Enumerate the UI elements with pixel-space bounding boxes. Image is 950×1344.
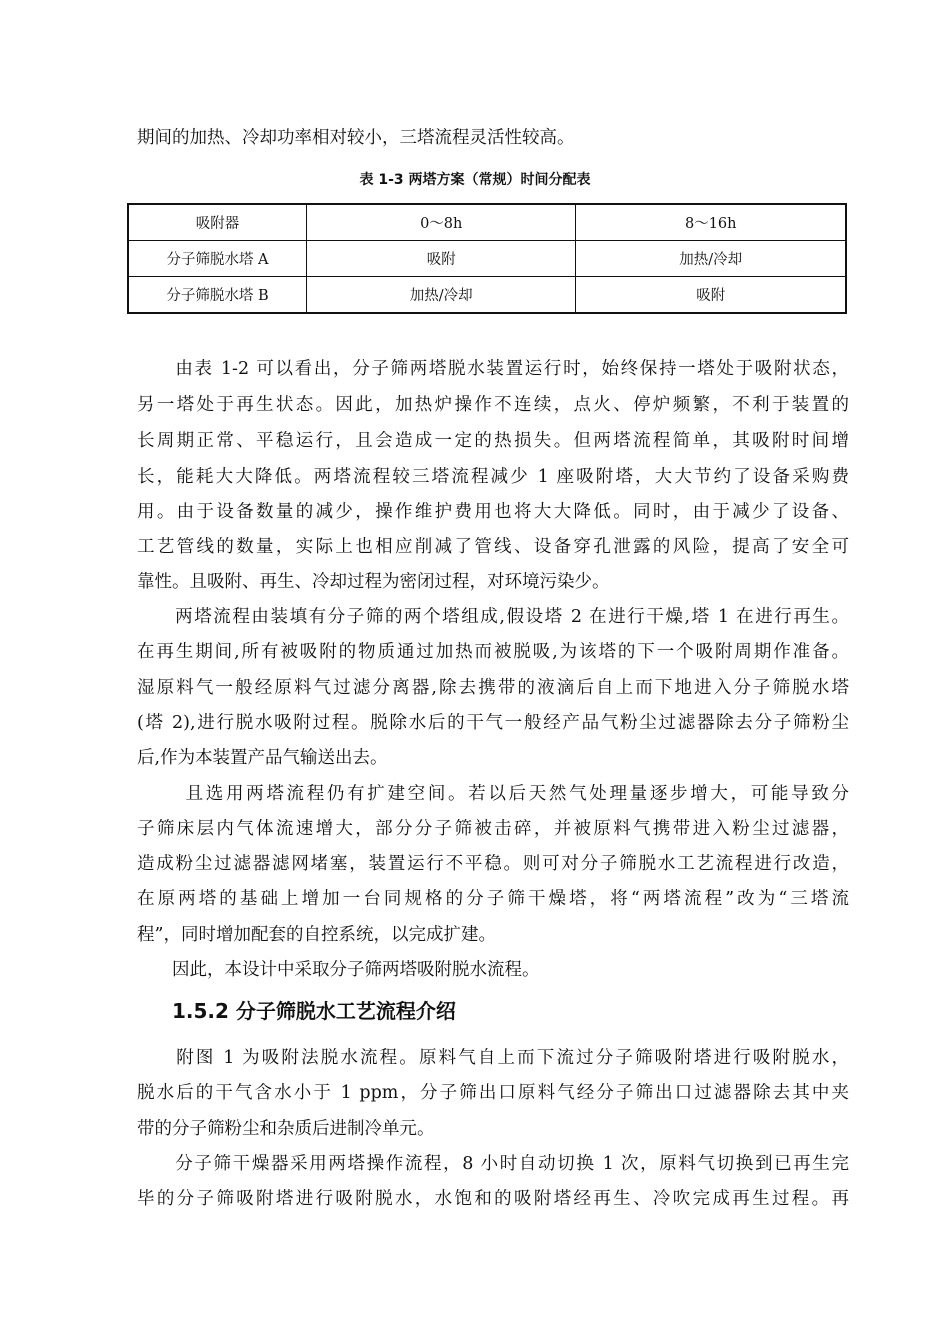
paragraph-line: 在原两塔的基础上增加一台同规格的分子筛干燥塔，将“两塔流程”改为“三塔流	[137, 889, 849, 909]
table-cell: 加热/冷却	[307, 277, 576, 314]
section-heading: 1.5.2 分子筛脱水工艺流程介绍	[172, 999, 456, 1023]
paragraph-line: 工艺管线的数量，实际上也相应削减了管线、设备穿孔泄露的风险，提高了安全可	[137, 537, 849, 557]
paragraph-line: 造成粉尘过滤器滤网堵塞，装置运行不平稳。则可对分子筛脱水工艺流程进行改造，	[137, 854, 849, 874]
paragraph-line: 附图 1 为吸附法脱水流程。原料气自上而下流过分子筛吸附塔进行吸附脱水，	[137, 1048, 849, 1068]
table-caption: 表 1-3 两塔方案（常规）时间分配表	[359, 172, 591, 188]
paragraph-line: 因此，本设计中采取分子筛两塔吸附脱水流程。	[137, 960, 540, 980]
paragraph-line: 子筛床层内气体流速增大，部分分子筛被击碎，并被原料气携带进入粉尘过滤器，	[137, 819, 849, 839]
paragraph-line: 长周期正常、平稳运行，且会造成一定的热损失。但两塔流程简单，其吸附时间增	[137, 431, 849, 451]
paragraph-line: 另一塔处于再生状态。因此，加热炉操作不连续，点火、停炉频繁，不利于装置的	[137, 395, 849, 415]
paragraph-line: 带的分子筛粉尘和杂质后进制冷单元。	[137, 1119, 435, 1139]
table-row	[128, 277, 846, 314]
paragraph-line: 用。由于设备数量的减少，操作维护费用也将大大降低。同时，由于减少了设备、	[137, 502, 849, 522]
table-row	[128, 241, 846, 277]
paragraph-line: 程”，同时增加配套的自控系统，以完成扩建。	[137, 925, 496, 945]
paragraph-line: 长，能耗大大降低。两塔流程较三塔流程减少 1 座吸附塔，大大节约了设备采购费	[137, 467, 849, 487]
table-cell: 加热/冷却	[576, 241, 846, 277]
table-cell: 分子筛脱水塔 A	[128, 241, 307, 277]
time-allocation-table	[127, 203, 847, 314]
paragraph-line: 由表 1-2 可以看出，分子筛两塔脱水装置运行时，始终保持一塔处于吸附状态，	[137, 359, 849, 379]
paragraph-line: 靠性。且吸附、再生、冷却过程为密闭过程，对环境污染少。	[137, 572, 610, 592]
paragraph-line: 且选用两塔流程仍有扩建空间。若以后天然气处理量逐步增大，可能导致分	[137, 784, 849, 804]
paragraph-line: 脱水后的干气含水小于 1 ppm，分子筛出口原料气经分子筛出口过滤器除去其中夹	[137, 1083, 849, 1103]
table-header-cell: 0～8h	[307, 204, 576, 241]
paragraph-line: 两塔流程由装填有分子筛的两个塔组成,假设塔 2 在进行干燥,塔 1 在进行再生。	[137, 607, 849, 627]
paragraph-line: 湿原料气一般经原料气过滤分离器,除去携带的液滴后自上而下地进入分子筛脱水塔	[137, 678, 849, 698]
table-cell: 分子筛脱水塔 B	[128, 277, 307, 314]
table-header-cell: 8～16h	[576, 204, 846, 241]
table-cell: 吸附	[576, 277, 846, 314]
paragraph-line: 毕的分子筛吸附塔进行吸附脱水，水饱和的吸附塔经再生、冷吹完成再生过程。再	[137, 1189, 849, 1209]
table-header-cell: 吸附器	[128, 204, 307, 241]
intro-text: 期间的加热、冷却功率相对较小，三塔流程灵活性较高。	[137, 128, 575, 148]
paragraph-line: (塔 2),进行脱水吸附过程。脱除水后的干气一般经产品气粉尘过滤器除去分子筛粉尘	[137, 713, 849, 733]
paragraph-line: 后,作为本装置产品气输送出去。	[137, 748, 388, 768]
paragraph-line: 在再生期间,所有被吸附的物质通过加热而被脱吸,为该塔的下一个吸附周期作准备。	[137, 642, 849, 662]
table-cell: 吸附	[307, 241, 576, 277]
table-header-row	[128, 204, 846, 241]
paragraph-line: 分子筛干燥器采用两塔操作流程，8 小时自动切换 1 次，原料气切换到已再生完	[137, 1154, 849, 1174]
